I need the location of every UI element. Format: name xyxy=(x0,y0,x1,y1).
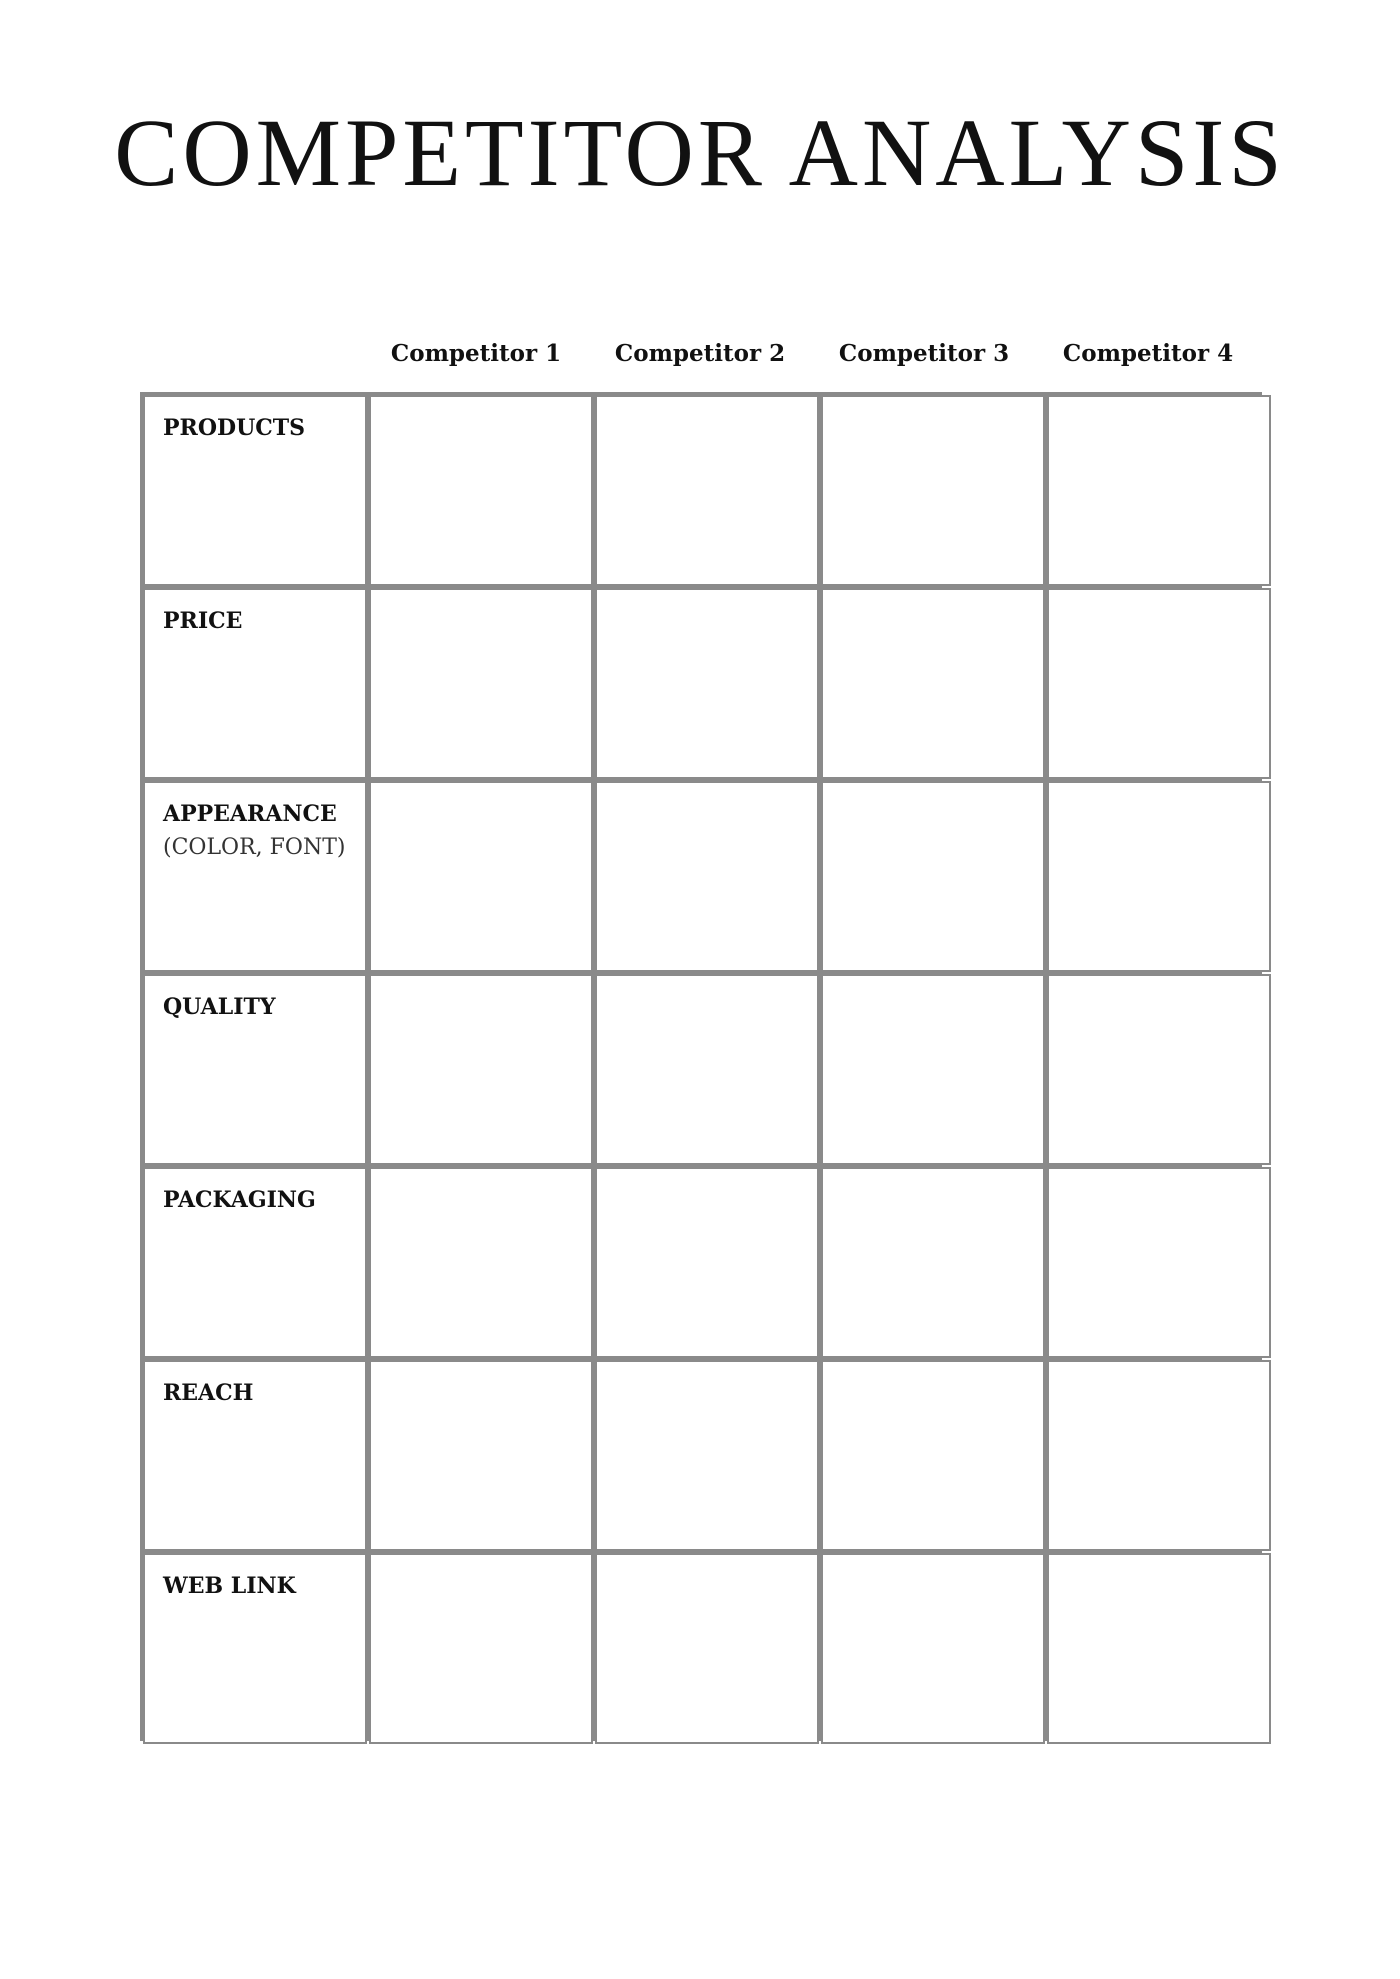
entry-cell-products-competitor-1[interactable] xyxy=(369,395,593,586)
entry-cell-reach-competitor-3[interactable] xyxy=(821,1360,1045,1551)
entry-cell-appearance-competitor-1[interactable] xyxy=(369,781,593,972)
row-label: QUALITY xyxy=(163,994,276,1020)
row-label-cell-price xyxy=(143,588,367,779)
entry-cell-reach-competitor-2[interactable] xyxy=(595,1360,819,1551)
entry-cell-appearance-competitor-3[interactable] xyxy=(821,781,1045,972)
row-label-cell-appearance xyxy=(143,781,367,972)
column-header-competitor-2: Competitor 2 xyxy=(614,340,786,367)
entry-cell-quality-competitor-3[interactable] xyxy=(821,974,1045,1165)
entry-cell-reach-competitor-1[interactable] xyxy=(369,1360,593,1551)
entry-cell-products-competitor-2[interactable] xyxy=(595,395,819,586)
entry-cell-packaging-competitor-3[interactable] xyxy=(821,1167,1045,1358)
entry-cell-price-competitor-2[interactable] xyxy=(595,588,819,779)
entry-cell-quality-competitor-1[interactable] xyxy=(369,974,593,1165)
column-header-competitor-1: Competitor 1 xyxy=(390,340,562,367)
row-label: PRODUCTS xyxy=(163,415,306,441)
entry-cell-products-competitor-4[interactable] xyxy=(1047,395,1271,586)
entry-cell-appearance-competitor-4[interactable] xyxy=(1047,781,1271,972)
analysis-table xyxy=(140,392,1262,1741)
entry-cell-products-competitor-3[interactable] xyxy=(821,395,1045,586)
entry-cell-packaging-competitor-4[interactable] xyxy=(1047,1167,1271,1358)
entry-cell-quality-competitor-2[interactable] xyxy=(595,974,819,1165)
row-label-cell-reach xyxy=(143,1360,367,1551)
entry-cell-quality-competitor-4[interactable] xyxy=(1047,974,1271,1165)
entry-cell-web-link-competitor-1[interactable] xyxy=(369,1553,593,1744)
row-label: APPEARANCE xyxy=(163,801,337,827)
row-label: REACH xyxy=(163,1380,254,1406)
entry-cell-appearance-competitor-2[interactable] xyxy=(595,781,819,972)
entry-cell-reach-competitor-4[interactable] xyxy=(1047,1360,1271,1551)
row-label-cell-products xyxy=(143,395,367,586)
page-title: COMPETITOR ANALYSIS xyxy=(114,99,1286,206)
column-headers xyxy=(364,334,1260,374)
entry-cell-packaging-competitor-1[interactable] xyxy=(369,1167,593,1358)
entry-cell-web-link-competitor-2[interactable] xyxy=(595,1553,819,1744)
row-label: PACKAGING xyxy=(163,1187,316,1213)
entry-cell-web-link-competitor-4[interactable] xyxy=(1047,1553,1271,1744)
column-header-competitor-3: Competitor 3 xyxy=(838,340,1010,367)
row-label: PRICE xyxy=(163,608,243,634)
row-label: WEB LINK xyxy=(163,1573,296,1599)
row-label-cell-web-link xyxy=(143,1553,367,1744)
entry-cell-packaging-competitor-2[interactable] xyxy=(595,1167,819,1358)
row-label-cell-quality xyxy=(143,974,367,1165)
entry-cell-price-competitor-1[interactable] xyxy=(369,588,593,779)
entry-cell-web-link-competitor-3[interactable] xyxy=(821,1553,1045,1744)
row-label-cell-packaging xyxy=(143,1167,367,1358)
row-sublabel: (COLOR, FONT) xyxy=(163,835,346,860)
entry-cell-price-competitor-4[interactable] xyxy=(1047,588,1271,779)
column-header-competitor-4: Competitor 4 xyxy=(1062,340,1234,367)
entry-cell-price-competitor-3[interactable] xyxy=(821,588,1045,779)
